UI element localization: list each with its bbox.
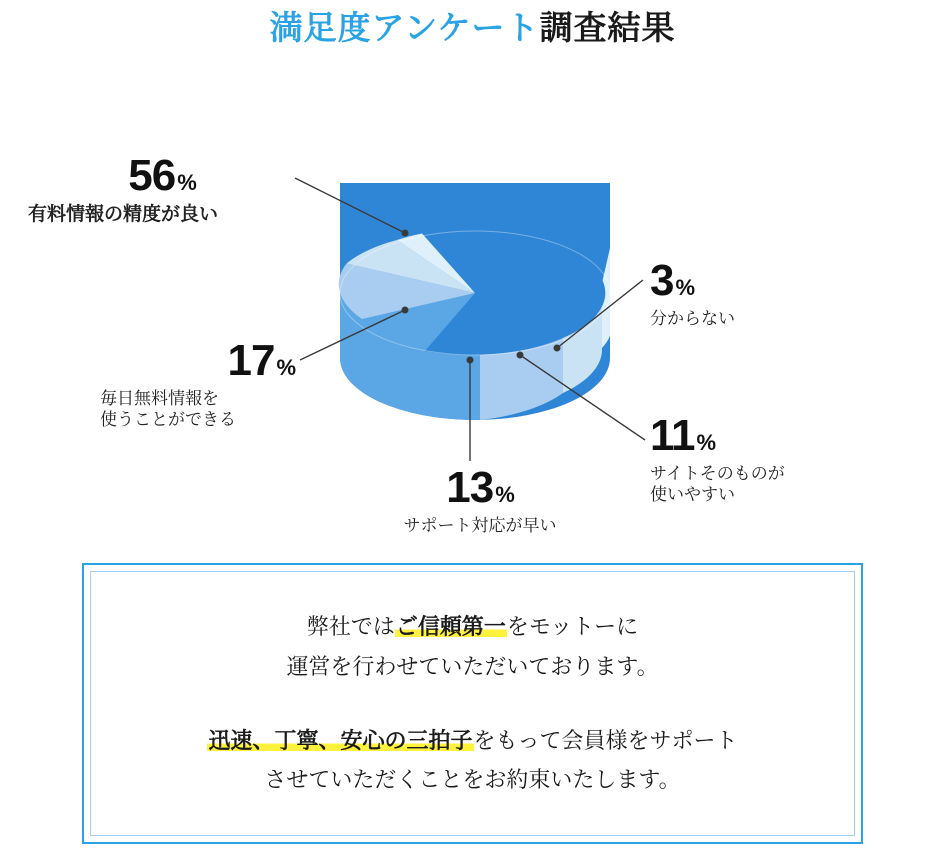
- pie-label-5-desc: 分からない: [650, 308, 735, 328]
- message-line-3-highlight: 迅速、丁寧、安心の三拍子: [208, 727, 473, 753]
- pie-label-4-desc-line2: 使いやすい: [650, 484, 735, 504]
- page-title-plain: 調査結果: [539, 9, 676, 46]
- page-title-wrap: [0, 0, 945, 48]
- page-title: [269, 8, 675, 48]
- page-title-accent: 満足度アンケート: [269, 9, 540, 46]
- pie-label-3-desc: サポート対応が早い: [403, 515, 557, 535]
- pie-label-1-desc: 有料情報の精度が良い: [28, 203, 219, 225]
- pie-label-1-symbol: %: [177, 169, 196, 195]
- pie-label-3: [375, 460, 585, 536]
- pie-label-2-desc-line1: 毎日無料情報を: [100, 388, 219, 408]
- pie-label-4-percent: [650, 408, 785, 463]
- pie-label-5-value: 3: [650, 255, 674, 305]
- pie-label-4: [650, 408, 785, 506]
- message-line-4: させていただくことをお約束いたします。: [264, 767, 681, 793]
- pie-label-5: [650, 253, 735, 329]
- message-paragraph-1: [286, 607, 658, 686]
- pie-label-2-percent: [100, 333, 295, 388]
- pie-label-3-symbol: %: [495, 481, 514, 507]
- message-line-2: 運営を行わせていただいております。: [286, 653, 659, 679]
- pie-label-2-desc-line2: 使うことができる: [100, 409, 236, 429]
- pie-label-2-symbol: %: [276, 354, 295, 380]
- pie-label-4-symbol: %: [696, 429, 716, 455]
- message-paragraph-2: [207, 721, 737, 800]
- message-line-1-suffix: をモットーに: [506, 614, 639, 640]
- pie-chart-svg: [330, 143, 620, 443]
- pie-label-2: [100, 333, 295, 431]
- message-line-1-highlight: ご信頼第一: [395, 614, 506, 640]
- pie-label-4-desc-line1: サイトそのものが: [650, 463, 785, 483]
- pie-label-4-value: 11: [650, 410, 695, 460]
- pie-label-2-value: 17: [227, 335, 275, 385]
- pie-label-3-value: 13: [446, 462, 494, 512]
- pie-label-1-percent: [28, 148, 296, 203]
- message-line-1: [286, 607, 658, 647]
- message-line-3: [207, 721, 737, 761]
- pie-label-5-symbol: %: [675, 274, 695, 300]
- pie-chart-graphic: [330, 143, 620, 443]
- pie-chart-area: [0, 48, 945, 535]
- message-line-1-prefix: 弊社では: [306, 614, 395, 640]
- message-line-3-suffix: をもって会員様をサポート: [473, 727, 738, 753]
- message-box: [82, 563, 863, 844]
- pie-label-5-percent: [650, 253, 735, 308]
- pie-label-1: [28, 148, 296, 227]
- pie-label-3-percent: [375, 460, 585, 515]
- pie-label-1-value: 56: [128, 150, 176, 200]
- message-box-inner: [90, 571, 855, 836]
